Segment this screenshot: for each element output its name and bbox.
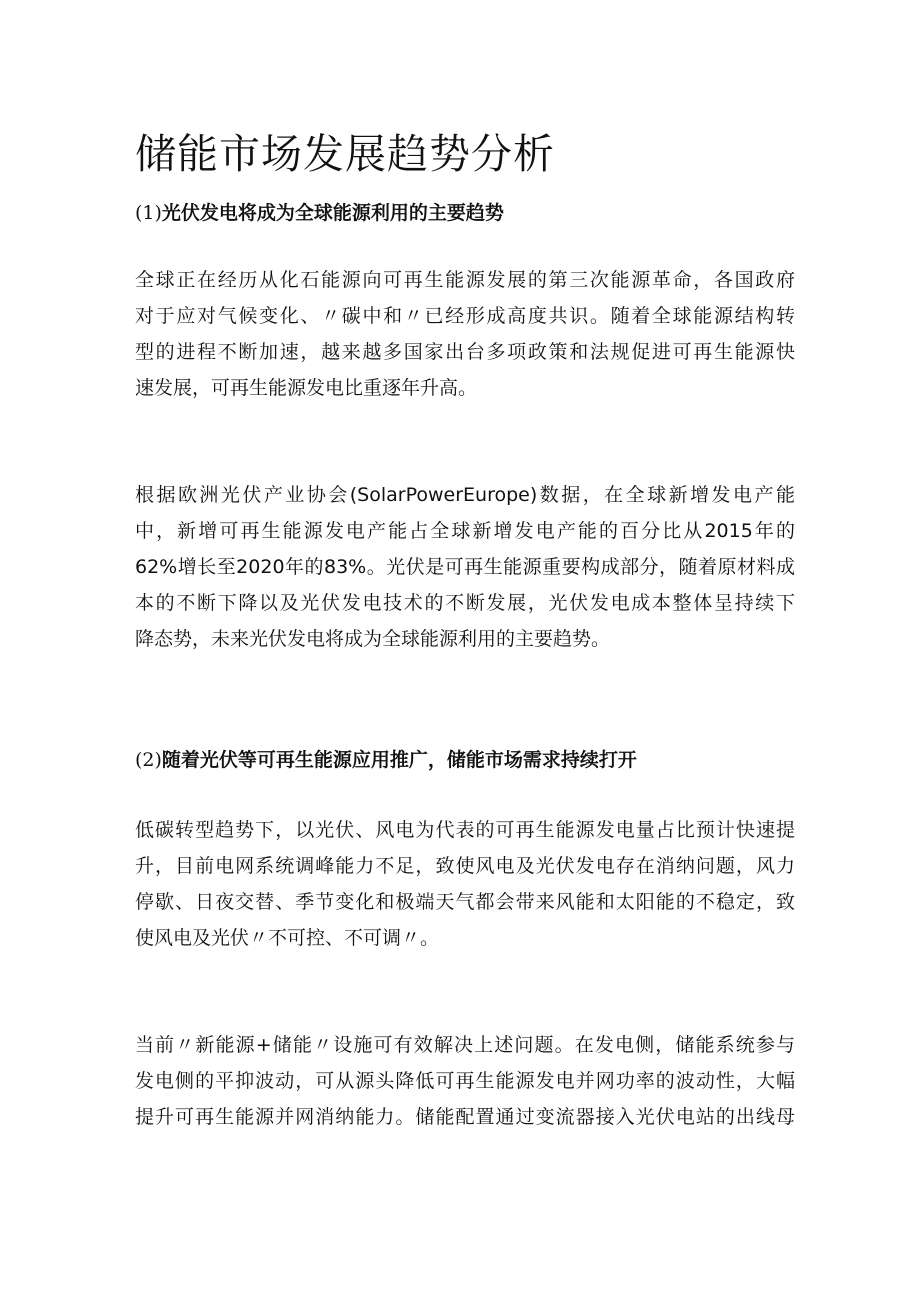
document-title: 储能市场发展趋势分析: [135, 130, 555, 178]
paragraph-line: 根据欧洲光伏产业协会(SolarPowerEurope)数据，在全球新增发电产能: [135, 484, 795, 506]
paragraph-line: 对于应对气候变化、〃碳中和〃已经形成高度共识。随着全球能源结构转: [135, 305, 795, 327]
section-heading-1: [135, 198, 504, 228]
paragraph-line: 停歇、日夜交替、季节变化和极端天气都会带来风能和太阳能的不稳定，致: [135, 891, 795, 913]
paragraph-1: [135, 262, 795, 406]
paragraph-line: 中，新增可再生能源发电产能占全球新增发电产能的百分比从2015年的: [135, 520, 795, 542]
paragraph-line: 降态势，未来光伏发电将成为全球能源利用的主要趋势。: [135, 628, 611, 650]
paragraph-2: [135, 477, 795, 657]
paragraph-line: 本的不断下降以及光伏发电技术的不断发展，光伏发电成本整体呈持续下: [135, 592, 795, 614]
section-heading-text-2: 随着光伏等可再生能源应用推广，储能市场需求持续打开: [161, 749, 637, 771]
paragraph-line: 使风电及光伏〃不可控、不可调〃。: [135, 927, 440, 949]
section-heading-2: [135, 745, 637, 775]
paragraph-line: 提升可再生能源并网消纳能力。储能配置通过变流器接入光伏电站的出线母: [135, 1106, 795, 1128]
paragraph-line: 62%增长至2020年的83%。光伏是可再生能源重要构成部分，随着原材料成: [135, 556, 795, 578]
paragraph-line: 发电侧的平抑波动，可从源头降低可再生能源发电并网功率的波动性，大幅: [135, 1070, 795, 1092]
paragraph-line: 低碳转型趋势下，以光伏、风电为代表的可再生能源发电量占比预计快速提: [135, 819, 795, 841]
paragraph-line: 全球正在经历从化石能源向可再生能源发展的第三次能源革命，各国政府: [135, 269, 795, 291]
paragraph-line: 速发展，可再生能源发电比重逐年升高。: [135, 377, 478, 399]
section-number-1: (1): [135, 202, 162, 224]
paragraph-line: 当前〃新能源+储能〃设施可有效解决上述问题。在发电侧，储能系统参与: [135, 1034, 795, 1056]
paragraph-4: [135, 1027, 795, 1135]
paragraph-3: [135, 812, 795, 956]
section-number-2: (2): [135, 749, 162, 771]
section-heading-text-1: 光伏发电将成为全球能源利用的主要趋势: [161, 202, 504, 224]
paragraph-line: 型的进程不断加速，越来越多国家出台多项政策和法规促进可再生能源快: [135, 341, 795, 363]
paragraph-line: 升，目前电网系统调峰能力不足，致使风电及光伏发电存在消纳问题，风力: [135, 855, 795, 877]
